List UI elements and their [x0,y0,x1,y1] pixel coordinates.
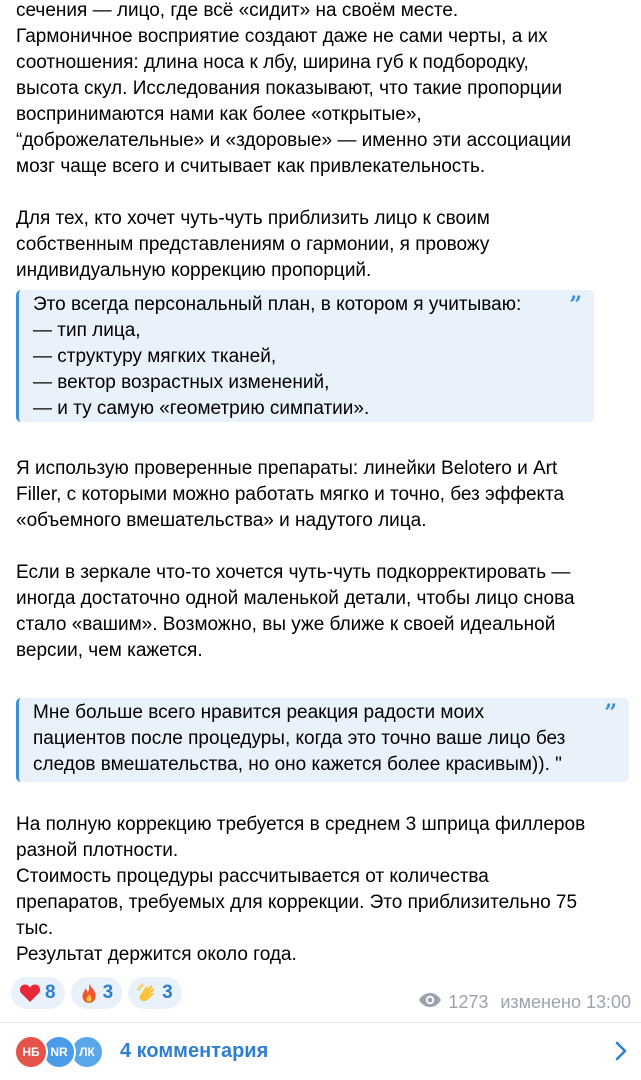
paragraph-preparations [16,456,627,534]
text-line: высота скул. Исследования показывают, что такие пропорции [16,78,563,99]
avatar: ЛК [70,1035,104,1069]
text-line: версии, чем кажется. [16,640,203,661]
paragraph-cost [16,812,627,968]
text-line: Стоимость процедуры рассчитывается от количества [16,866,489,887]
views-count: 1273 [448,992,489,1012]
text-line: “доброжелательные» и «здоровые» — именно эти ассоциации [16,130,572,151]
text-line: мозг чаще всего и считывает как привлекательность. [16,156,486,177]
text-line: «объемного вмешательства» и надутого лица. [16,510,427,531]
quote-line: пациентов после процедуры, когда это точно ваше лицо без [33,728,566,749]
text-line: На полную коррекцию требуется в среднем 3 шприца филлеров [16,814,586,835]
blockquote-patients [16,698,629,782]
commenter-avatars [14,1035,104,1069]
chevron-right-icon[interactable] [615,1041,627,1066]
text-line: разной плотности. [16,840,179,861]
post-body [16,0,627,968]
paragraph-correction-intro [16,206,627,284]
eye-icon [418,992,442,1013]
reactions-bar [11,977,182,1009]
text-line: Я использую проверенные препараты: линейки Belotero и Art [16,458,558,479]
quote-line: следов вмешательства, но оно кажется более красивым)). " [33,754,562,775]
blockquote-plan [16,290,594,422]
text-line: Если в зеркале что-то хочется чуть-чуть подкорректировать — [16,562,571,583]
paragraph-proportions [16,0,627,180]
text-line: тыс. [16,918,54,939]
quote-line: — структуру мягких тканей, [33,346,277,367]
quote-line: — вектор возрастных изменений, [33,372,330,393]
post-meta [418,992,631,1013]
paragraph-mirror [16,560,627,664]
reaction-count: 8 [45,982,56,1003]
text-line: препаратов, требуемых для коррекции. Это приблизительно 75 [16,892,578,913]
edited-time: изменено 13:00 [500,992,631,1012]
quote-icon: ” [604,700,617,726]
avatar: НБ [14,1035,48,1069]
text-line: сечения — лицо, где всё «сидит» на своём месте. [16,0,459,21]
reaction-count: 3 [102,982,114,1003]
text-line: Для тех, кто хочет чуть-чуть приблизить лицо к своим [16,208,490,229]
text-line: иногда достаточно одной маленькой детали, чтобы лицо снова [16,588,575,609]
text-line: соотношения: длина носа к лбу, ширина губ к подбородку, [16,52,529,73]
quote-line: — и ту самую «геометрию симпатии». [33,398,370,419]
reaction-count: 3 [162,982,173,1003]
text-line: Filler, с которыми можно работать мягко и точно, без эффекта [16,484,565,505]
reaction-fire[interactable] [71,977,123,1009]
quote-line: Мне больше всего нравится реакция радости моих [33,702,485,723]
reaction-clap[interactable] [128,977,182,1009]
quote-line: — тип лица, [33,320,141,341]
quote-icon: ” [569,292,582,318]
fire-icon [79,982,99,1004]
heart-icon [19,983,41,1003]
text-line: Гармоничное восприятие создают даже не сами черты, а их [16,26,548,47]
clap-icon [136,982,158,1004]
text-line: индивидуальную коррекцию пропорций. [16,260,372,281]
text-line: Результат держится около года. [16,944,297,965]
quote-line: Это всегда персональный план, в котором я учитываю: [33,294,522,315]
comments-count-label[interactable]: 4 комментария [120,1040,269,1062]
text-line: стало «вашим». Возможно, вы уже ближе к своей идеальной [16,614,556,635]
text-line: воспринимаются нами как более «открытые», [16,104,422,125]
reaction-heart[interactable] [11,977,65,1009]
text-line: собственным представлениям о гармонии, я провожу [16,234,490,255]
comments-row[interactable] [0,1023,641,1080]
avatar: NR [42,1035,76,1069]
